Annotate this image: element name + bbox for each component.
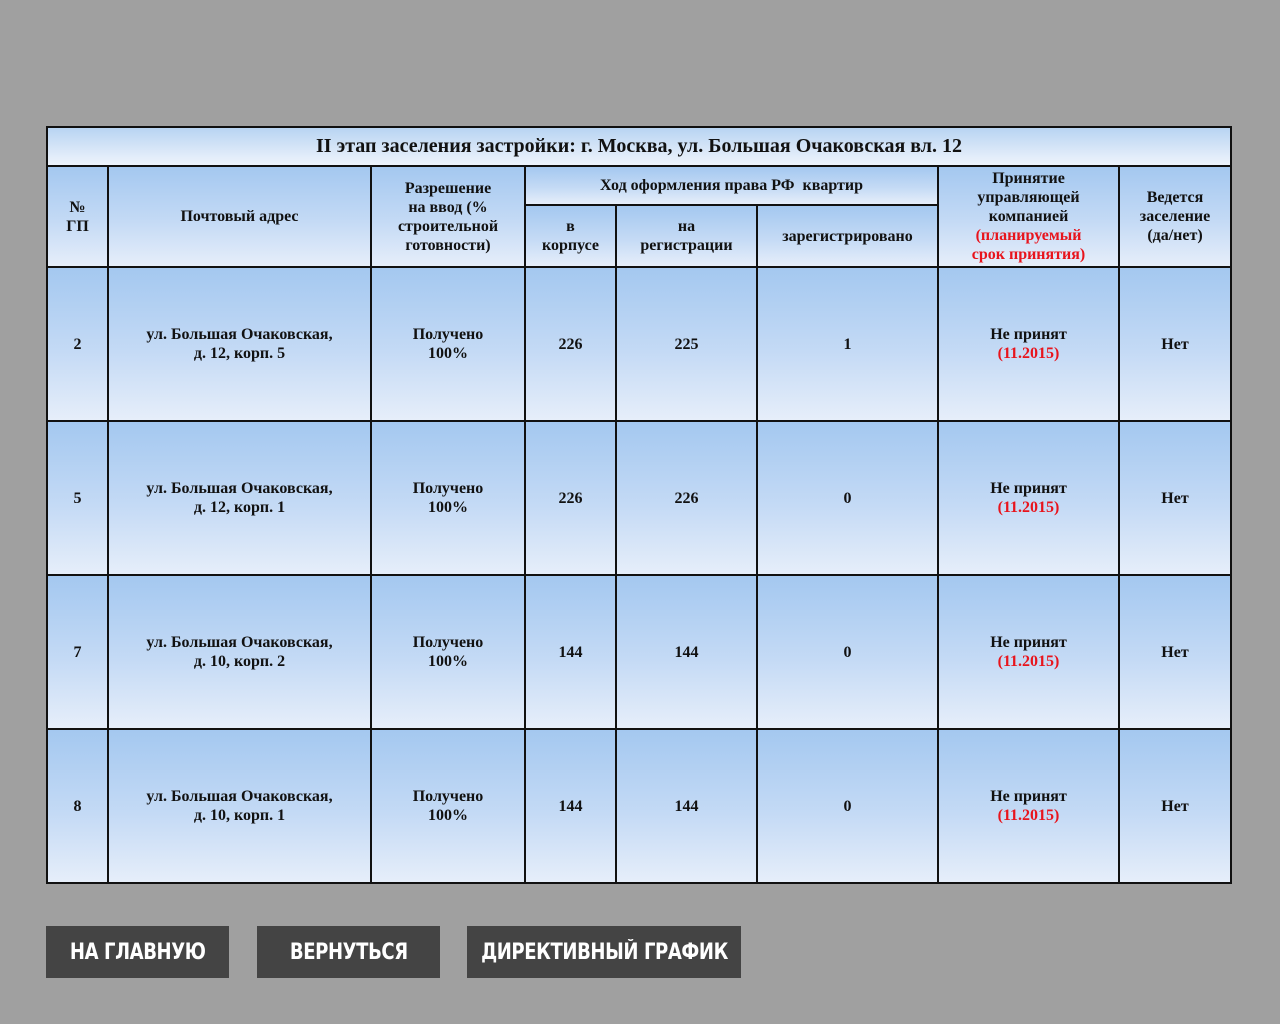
cell-permit xyxy=(371,729,525,883)
header-registered: зарегистрировано xyxy=(757,205,938,267)
cell-permit xyxy=(371,421,525,575)
header-progress: Ход оформления права РФ квартир xyxy=(525,166,938,205)
cell-in-building: 226 xyxy=(525,267,616,421)
home-button-label: НА ГЛАВНУЮ xyxy=(69,939,206,965)
cell-accepted xyxy=(938,421,1119,575)
cell-registered: 0 xyxy=(757,421,938,575)
header-in-building xyxy=(525,205,616,267)
cell-permit-line: Получено xyxy=(412,480,484,497)
header-settling-line: Ведется xyxy=(1146,189,1204,206)
header-permit xyxy=(371,166,525,267)
cell-in-building: 144 xyxy=(525,575,616,729)
header-num xyxy=(47,166,108,267)
cell-accepted-status: Не принят xyxy=(990,480,1067,497)
cell-accepted-date: (11.2015) xyxy=(997,345,1060,362)
cell-permit xyxy=(371,575,525,729)
header-permit-line: на ввод (% xyxy=(408,198,488,216)
back-button-label: ВЕРНУТЬСЯ xyxy=(289,939,408,965)
cell-address-line: д. 10, корп. 2 xyxy=(193,653,286,670)
cell-settling: Нет xyxy=(1119,575,1231,729)
cell-address-line: ул. Большая Очаковская, xyxy=(146,634,333,651)
cell-on-registration: 144 xyxy=(616,729,757,883)
cell-num: 7 xyxy=(47,575,108,729)
cell-permit-line: Получено xyxy=(412,326,484,343)
header-address: Почтовый адрес xyxy=(108,166,371,267)
header-on-registration-line: на xyxy=(677,218,696,235)
cell-num: 5 xyxy=(47,421,108,575)
cell-address xyxy=(108,421,371,575)
header-permit-line: готовности) xyxy=(405,236,491,254)
cell-address-line: д. 12, корп. 5 xyxy=(193,345,286,362)
header-settling xyxy=(1119,166,1231,267)
cell-settling: Нет xyxy=(1119,267,1231,421)
cell-address xyxy=(108,267,371,421)
cell-address-line: д. 10, корп. 1 xyxy=(193,807,286,824)
cell-address xyxy=(108,729,371,883)
cell-address-line: ул. Большая Очаковская, xyxy=(146,326,333,343)
cell-permit-line: 100% xyxy=(428,807,468,824)
header-accepted xyxy=(938,166,1119,267)
cell-permit-line: 100% xyxy=(428,653,468,670)
cell-accepted xyxy=(938,575,1119,729)
header-accepted-line: компанией xyxy=(988,208,1069,225)
cell-address xyxy=(108,575,371,729)
header-accepted-line: Принятие xyxy=(992,170,1065,187)
cell-settling: Нет xyxy=(1119,421,1231,575)
cell-accepted-date: (11.2015) xyxy=(997,653,1060,670)
cell-address-line: ул. Большая Очаковская, xyxy=(146,480,333,497)
table-row xyxy=(47,575,1231,729)
header-on-registration xyxy=(616,205,757,267)
cell-on-registration: 225 xyxy=(616,267,757,421)
table-title: II этап заселения застройки: г. Москва, ул. Большая Очаковская вл. 12 xyxy=(47,127,1231,166)
header-accepted-line: управляющей xyxy=(977,189,1080,206)
cell-registered: 0 xyxy=(757,729,938,883)
cell-accepted-status: Не принят xyxy=(990,326,1067,343)
cell-permit xyxy=(371,267,525,421)
table-row xyxy=(47,267,1231,421)
header-on-registration-line: регистрации xyxy=(640,237,733,254)
cell-permit-line: 100% xyxy=(428,499,468,516)
cell-on-registration: 144 xyxy=(616,575,757,729)
cell-in-building: 226 xyxy=(525,421,616,575)
header-accepted-note: (планируемый xyxy=(975,227,1082,244)
home-button[interactable] xyxy=(46,926,229,978)
header-permit-line: Разрешение xyxy=(404,179,492,197)
cell-accepted-date: (11.2015) xyxy=(997,807,1060,824)
cell-permit-line: Получено xyxy=(412,788,484,805)
cell-num: 8 xyxy=(47,729,108,883)
cell-address-line: д. 12, корп. 1 xyxy=(193,499,286,516)
cell-accepted xyxy=(938,267,1119,421)
cell-accepted xyxy=(938,729,1119,883)
cell-on-registration: 226 xyxy=(616,421,757,575)
header-in-building-line: корпусе xyxy=(541,237,600,254)
table-row xyxy=(47,729,1231,883)
cell-address-line: ул. Большая Очаковская, xyxy=(146,788,333,805)
back-button[interactable] xyxy=(257,926,440,978)
table-row xyxy=(47,421,1231,575)
cell-in-building: 144 xyxy=(525,729,616,883)
header-num-line: ГП xyxy=(66,217,89,235)
header-settling-line: заселение xyxy=(1139,208,1211,225)
cell-accepted-status: Не принят xyxy=(990,788,1067,805)
cell-permit-line: 100% xyxy=(428,345,468,362)
cell-settling: Нет xyxy=(1119,729,1231,883)
cell-permit-line: Получено xyxy=(412,634,484,651)
header-accepted-note: срок принятия) xyxy=(971,246,1086,263)
directive-schedule-button-label: ДИРЕКТИВНЫЙ ГРАФИК xyxy=(480,939,728,965)
directive-schedule-button[interactable] xyxy=(467,926,741,978)
header-in-building-line: в xyxy=(566,218,575,235)
settlement-table xyxy=(46,126,1232,884)
header-permit-line: строительной xyxy=(397,217,499,235)
cell-accepted-status: Не принят xyxy=(990,634,1067,651)
cell-num: 2 xyxy=(47,267,108,421)
header-num-line: № xyxy=(69,198,86,216)
cell-registered: 0 xyxy=(757,575,938,729)
cell-accepted-date: (11.2015) xyxy=(997,499,1060,516)
cell-registered: 1 xyxy=(757,267,938,421)
header-settling-line: (да/нет) xyxy=(1147,227,1203,244)
